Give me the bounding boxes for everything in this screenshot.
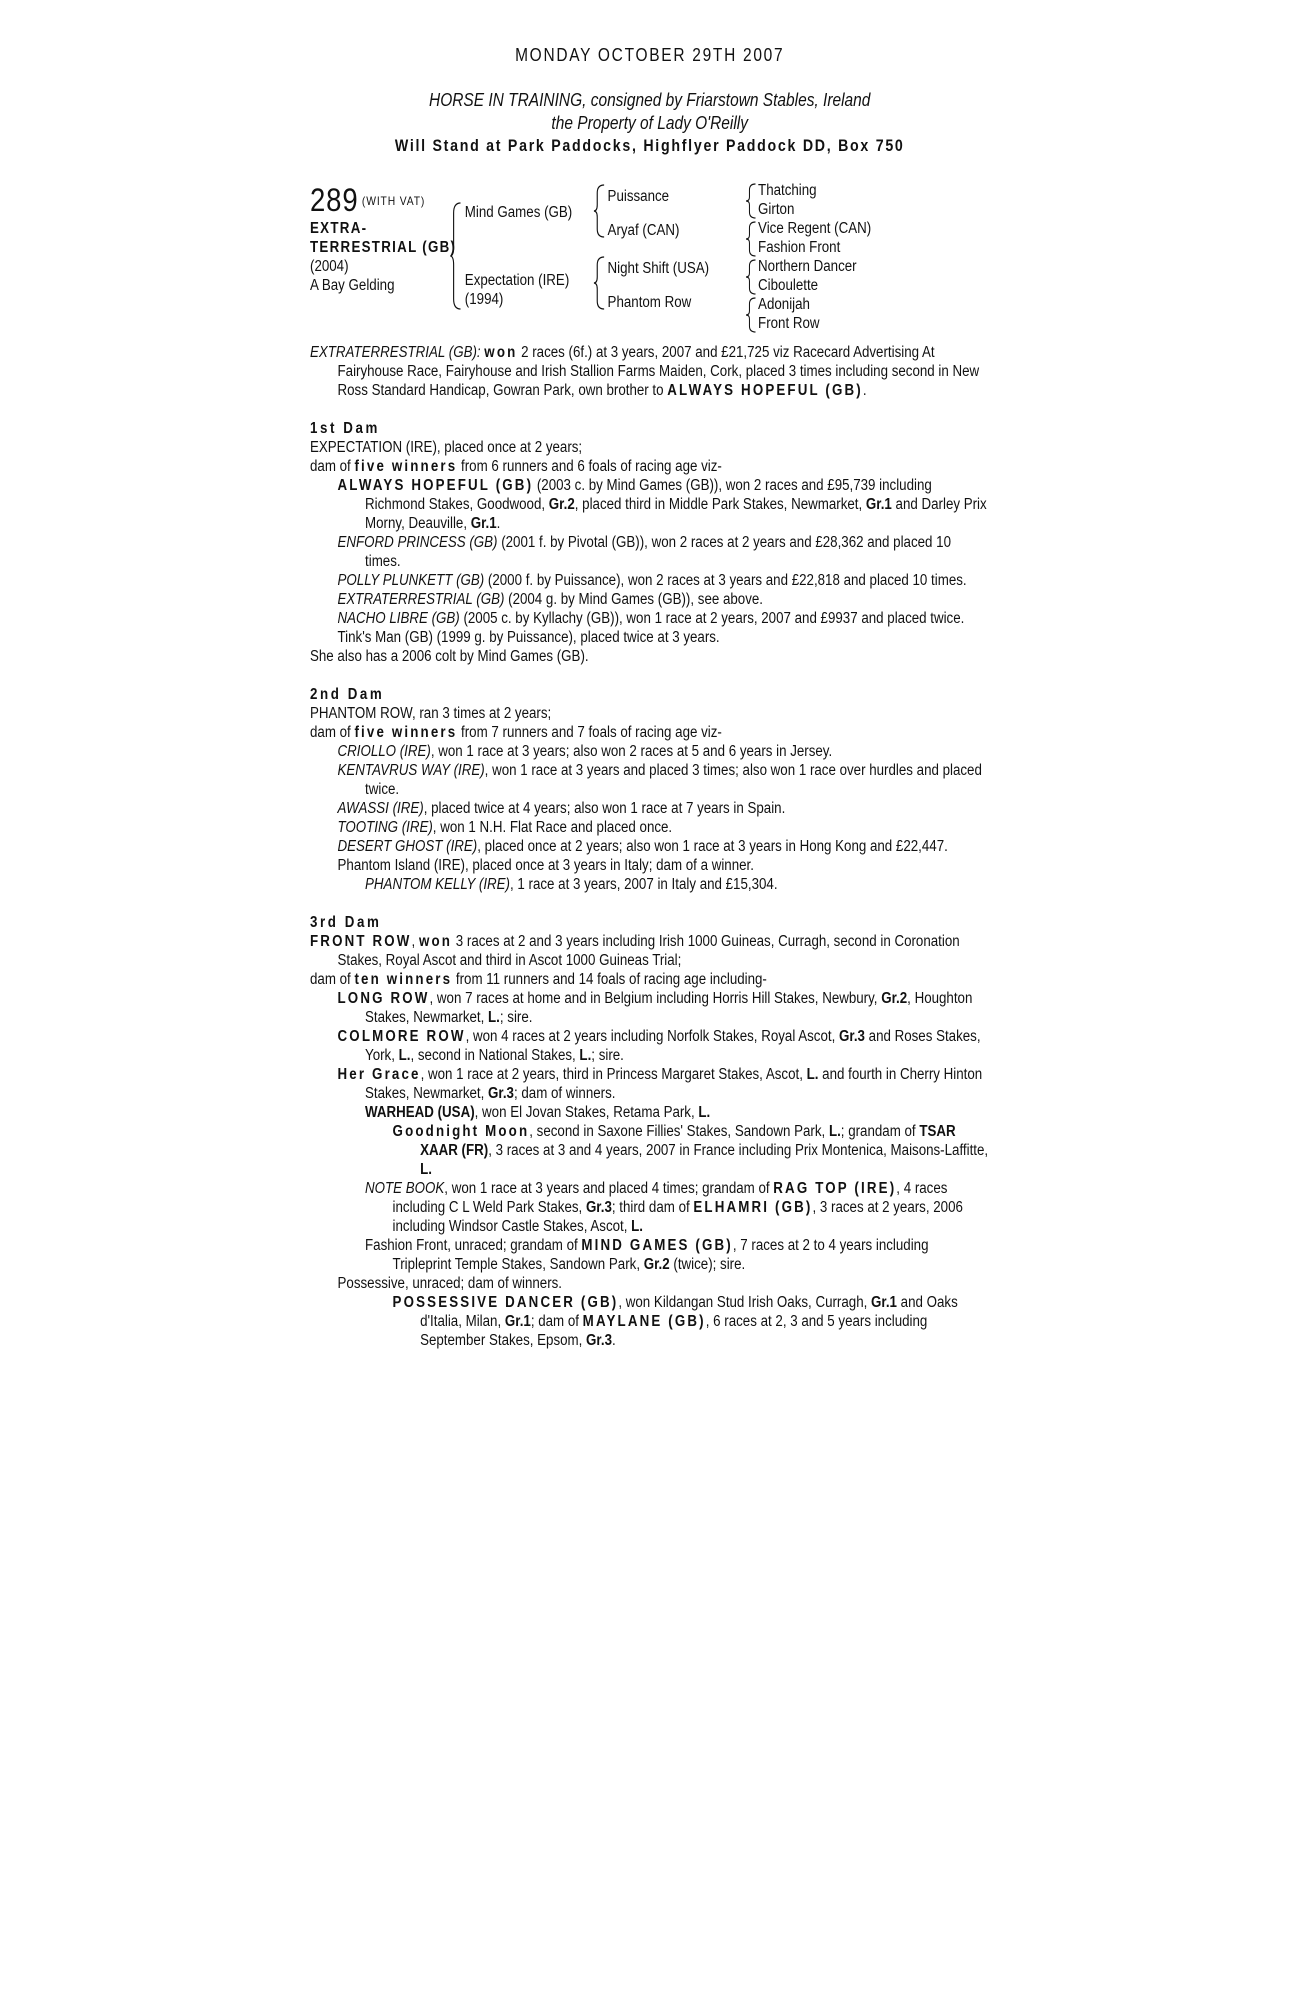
brace-sd bbox=[746, 221, 756, 257]
horse-name-2: TERRESTRIAL (GB) bbox=[310, 239, 457, 256]
ped-ddd: Front Row bbox=[758, 315, 820, 332]
first-dam-summary bbox=[310, 457, 989, 476]
d2-p2: , won 1 race at 3 years and placed 3 times; also won 1 race over hurdles and placed twice. bbox=[365, 762, 982, 798]
lot-number: 289 bbox=[310, 182, 359, 218]
dam-year: (1994) bbox=[464, 291, 504, 308]
d3-p3-l: L. bbox=[806, 1066, 819, 1083]
d3-p1-g: Gr.2 bbox=[881, 990, 908, 1007]
ped-dss: Northern Dancer bbox=[758, 258, 857, 275]
dam-sire: Night Shift (USA) bbox=[607, 260, 710, 277]
d2-p3-name: AWASSI (IRE) bbox=[337, 800, 424, 817]
sire-dam: Aryaf (CAN) bbox=[607, 222, 680, 239]
d3-p6a-a: , won Kildangan Stud Irish Oaks, Curragh, bbox=[618, 1294, 872, 1311]
d2-p4: , won 1 N.H. Flat Race and placed once. bbox=[432, 819, 673, 836]
d3-p4-a: , won 1 race at 3 years and placed 4 times; grandam of bbox=[444, 1180, 774, 1197]
second-dam-line: PHANTOM ROW, ran 3 times at 2 years; bbox=[310, 705, 552, 722]
d3-progeny-2 bbox=[310, 1027, 989, 1065]
d2-l2b: five winners bbox=[354, 724, 458, 741]
d2-p4-name: TOOTING (IRE) bbox=[337, 819, 433, 836]
d2-p1-name: CRIOLLO (IRE) bbox=[337, 743, 431, 760]
progeny-4 bbox=[310, 590, 989, 609]
d1-p1-g2: Gr.2 bbox=[548, 496, 575, 513]
progeny-3 bbox=[310, 571, 989, 590]
d3-p6a-e: . bbox=[611, 1332, 616, 1349]
horse-name-1: EXTRA- bbox=[310, 220, 368, 237]
d1-l2b: five winners bbox=[354, 458, 458, 475]
progeny-6: Tink's Man (GB) (1999 g. by Puissance), placed twice at 3 years. bbox=[337, 629, 720, 646]
d1-l2c: from 6 runners and 6 foals of racing age viz- bbox=[457, 458, 722, 475]
brace-ds bbox=[746, 259, 756, 295]
intro-brother: ALWAYS HOPEFUL (GB) bbox=[667, 382, 863, 399]
d2-p5-name: DESERT GHOST (IRE) bbox=[337, 838, 478, 855]
d2-p7: , 1 race at 3 years, 2007 in Italy and £15,304. bbox=[510, 876, 778, 893]
d3-progeny-6: Possessive, unraced; dam of winners. bbox=[337, 1275, 563, 1292]
brace-dd bbox=[746, 297, 756, 333]
pedigree-brace-1 bbox=[450, 201, 462, 311]
d2-p1: , won 1 race at 3 years; also won 2 races at 5 and 6 years in Jersey. bbox=[430, 743, 833, 760]
third-dam-summary bbox=[310, 970, 989, 989]
d2-progeny-7 bbox=[310, 875, 989, 894]
d3-p6a-d: , 6 races at 2, 3 and 5 years including September Stakes, Epsom, bbox=[420, 1313, 928, 1349]
consignor-line: HORSE IN TRAINING, consigned by Friarstown Stables, Ireland bbox=[429, 90, 871, 110]
ped-dds: Adonijah bbox=[758, 296, 810, 313]
first-dam-line: EXPECTATION (IRE), placed once at 2 years; bbox=[310, 439, 583, 456]
d2-p7-name: PHANTOM KELLY (IRE) bbox=[365, 876, 511, 893]
d3-l1-name: FRONT ROW bbox=[310, 933, 412, 950]
d3-p2-a: , won 4 races at 2 years including Norfolk Stakes, Royal Ascot, bbox=[465, 1028, 840, 1045]
d3-p6a-g3: Gr.3 bbox=[586, 1332, 612, 1349]
d3-p3b-l: L. bbox=[828, 1123, 841, 1140]
intro-paragraph bbox=[310, 343, 989, 400]
d3-p4-l: L. bbox=[631, 1218, 643, 1235]
d3-p4-name3: ELHAMRI (GB) bbox=[693, 1199, 813, 1216]
d2-progeny-4 bbox=[310, 818, 989, 837]
d3-p3a-a: , won El Jovan Stakes, Retama Park, bbox=[474, 1104, 699, 1121]
d3-p3a-name: WARHEAD (USA) bbox=[365, 1104, 475, 1121]
d3-p3b-b: ; grandam of bbox=[840, 1123, 920, 1140]
intro-won: won bbox=[484, 344, 518, 361]
d3-progeny-3b bbox=[310, 1122, 989, 1179]
d3-l2b: ten winners bbox=[354, 971, 453, 988]
d3-p4-d: , 3 races at 2 years, 2006 including Windsor Castle Stakes, Ascot, bbox=[392, 1199, 963, 1235]
d3-p4-g: Gr.3 bbox=[585, 1199, 612, 1216]
intro-horse-name: EXTRATERRESTRIAL (GB): bbox=[310, 344, 481, 361]
d2-p5: , placed once at 2 years; also won 1 race at 3 years in Hong Kong and £22,447. bbox=[477, 838, 948, 855]
d3-p4-b: , 4 races including C L Weld Park Stakes, bbox=[392, 1180, 948, 1216]
d3-p3-a: , won 1 race at 2 years, third in Princess Margaret Stakes, Ascot, bbox=[420, 1066, 807, 1083]
d3-progeny-3a bbox=[310, 1103, 989, 1122]
d2-progeny-5 bbox=[310, 837, 989, 856]
d3-p4-name2: RAG TOP (IRE) bbox=[773, 1180, 897, 1197]
d3-progeny-5 bbox=[310, 1236, 989, 1274]
ped-sss: Thatching bbox=[758, 182, 817, 199]
pedigree-table bbox=[310, 183, 989, 343]
d3-p6a-g2: Gr.1 bbox=[504, 1313, 531, 1330]
d3-p1-c: ; sire. bbox=[499, 1009, 533, 1026]
dam: Expectation (IRE) bbox=[464, 272, 570, 289]
d3-p3b-l2: L. bbox=[420, 1161, 432, 1178]
dam-dam: Phantom Row bbox=[607, 294, 692, 311]
d3-p6a-g: Gr.1 bbox=[871, 1294, 897, 1311]
d2-p3: , placed twice at 4 years; also won 1 race at 7 years in Spain. bbox=[423, 800, 786, 817]
d2-progeny-6: Phantom Island (IRE), placed once at 3 years in Italy; dam of a winner. bbox=[337, 857, 754, 874]
d1-p1-c: and Darley Prix Morny, Deauville, bbox=[365, 496, 987, 532]
progeny-note: She also has a 2006 colt by Mind Games (GB). bbox=[310, 648, 589, 665]
d3-l1-won: won bbox=[418, 933, 453, 950]
d3-progeny-6a bbox=[310, 1293, 989, 1350]
d3-p3-c: ; dam of winners. bbox=[513, 1085, 616, 1102]
d3-p3b-c: , 3 races at 3 and 4 years, 2007 in France including Prix Montenica, Maisons-Laffitte, bbox=[488, 1142, 989, 1159]
d3-p3b-name: Goodnight Moon bbox=[392, 1123, 530, 1140]
d3-p3b-name2: TSAR XAAR (FR) bbox=[420, 1123, 956, 1159]
third-dam-title: 3rd Dam bbox=[310, 914, 382, 931]
d2-p2-name: KENTAVRUS WAY (IRE) bbox=[337, 762, 485, 779]
d3-p1-name: LONG ROW bbox=[337, 990, 430, 1007]
second-dam-summary bbox=[310, 723, 989, 742]
d3-p2-l: L. bbox=[398, 1047, 411, 1064]
sire: Mind Games (GB) bbox=[464, 204, 573, 221]
d3-p4-name: NOTE BOOK bbox=[365, 1180, 445, 1197]
d2-l2c: from 7 runners and 7 foals of racing age viz- bbox=[457, 724, 722, 741]
d3-l2c: from 11 runners and 14 foals of racing age including- bbox=[452, 971, 767, 988]
d3-p5-g: Gr.2 bbox=[643, 1256, 670, 1273]
d3-p5-a: Fashion Front, unraced; grandam of bbox=[365, 1237, 582, 1254]
first-dam-title: 1st Dam bbox=[310, 420, 380, 437]
d3-p5-name: MIND GAMES (GB) bbox=[581, 1237, 733, 1254]
horse-year: (2004) bbox=[310, 258, 349, 275]
d1-p5-name: NACHO LIBRE (GB) bbox=[337, 610, 460, 627]
owner-line: the Property of Lady O'Reilly bbox=[551, 113, 748, 133]
d1-p4-name: EXTRATERRESTRIAL (GB) bbox=[337, 591, 505, 608]
d3-p3-b: and fourth in Cherry Hinton Stakes, Newmarket, bbox=[365, 1066, 983, 1102]
d3-p3b-a: , second in Saxone Fillies' Stakes, Sandown Park, bbox=[529, 1123, 829, 1140]
ped-dsd: Ciboulette bbox=[758, 277, 819, 294]
d3-p3-name: Her Grace bbox=[337, 1066, 421, 1083]
d3-p1-b: , Houghton Stakes, Newmarket, bbox=[365, 990, 973, 1026]
sale-date: MONDAY OCTOBER 29TH 2007 bbox=[515, 45, 785, 65]
d2-l2a: dam of bbox=[310, 724, 355, 741]
d3-p1-a: , won 7 races at home and in Belgium including Horris Hill Stakes, Newbury, bbox=[429, 990, 882, 1007]
ped-ssd: Girton bbox=[758, 201, 795, 218]
d1-p1-g1: Gr.1 bbox=[865, 496, 892, 513]
d1-p1-name: ALWAYS HOPEFUL (GB) bbox=[337, 477, 534, 494]
pedigree-brace-sire bbox=[594, 183, 606, 239]
d1-p2-name: ENFORD PRINCESS (GB) bbox=[337, 534, 498, 551]
pedigree-brace-dam bbox=[594, 255, 606, 311]
d3-p6a-name2: MAYLANE (GB) bbox=[582, 1313, 706, 1330]
d1-p3: (2000 f. by Puissance), won 2 races at 3 years and £22,818 and placed 10 times. bbox=[484, 572, 967, 589]
catalogue-page bbox=[310, 45, 989, 1350]
d3-p2-name: COLMORE ROW bbox=[337, 1028, 466, 1045]
d1-p5: (2005 c. by Kyllachy (GB)), won 1 race at 2 years, 2007 and £9937 and placed twice. bbox=[459, 610, 965, 627]
location-line: Will Stand at Park Paddocks, Highflyer Paddock DD, Box 750 bbox=[394, 137, 905, 155]
d1-l2a: dam of bbox=[310, 458, 355, 475]
d3-p2-l2: L. bbox=[579, 1047, 592, 1064]
progeny-1 bbox=[310, 476, 989, 533]
d3-p2-d: ; sire. bbox=[591, 1047, 624, 1064]
sire-sire: Puissance bbox=[607, 188, 670, 205]
d3-p6a-c: ; dam of bbox=[530, 1313, 583, 1330]
d3-l1: 3 races at 2 and 3 years including Irish 1000 Guineas, Curragh, second in Coronation Stakes, Royal Ascot and third in Ascot 1000 Guineas Trial; bbox=[337, 933, 960, 969]
d3-p4-c: ; third dam of bbox=[611, 1199, 694, 1216]
lot-number-block bbox=[310, 183, 425, 218]
d1-p2: (2001 f. by Pivotal (GB)), won 2 races at 2 years and £28,362 and placed 10 times. bbox=[365, 534, 951, 570]
ped-sdd: Fashion Front bbox=[758, 239, 841, 256]
d3-p1-l: L. bbox=[488, 1009, 500, 1026]
progeny-2 bbox=[310, 533, 989, 571]
d3-p6a-name: POSSESSIVE DANCER (GB) bbox=[392, 1294, 619, 1311]
third-dam-line: FRONT ROW, won 3 races at 2 and 3 years including Irish 1000 Guineas, Curragh, second in Coronation Stakes, Royal Ascot and third in Ascot 1000 Guineas Trial; bbox=[310, 933, 960, 969]
d3-p2-b: and Roses Stakes, York, bbox=[365, 1028, 981, 1064]
d3-p6a-b: and Oaks d'Italia, Milan, bbox=[420, 1294, 958, 1330]
horse-description: A Bay Gelding bbox=[310, 277, 395, 294]
intro-end: . bbox=[862, 382, 867, 399]
brace-ss bbox=[746, 183, 756, 219]
d3-p2-c: , second in National Stakes, bbox=[410, 1047, 580, 1064]
d3-p5-b: , 7 races at 2 to 4 years including Tripleprint Temple Stakes, Sandown Park, bbox=[392, 1237, 929, 1273]
lot-header bbox=[310, 89, 989, 157]
d2-progeny-1 bbox=[310, 742, 989, 761]
d1-p1-d: . bbox=[496, 515, 501, 532]
d3-progeny-3 bbox=[310, 1065, 989, 1103]
d1-p1-g1b: Gr.1 bbox=[470, 515, 497, 532]
d3-progeny-1 bbox=[310, 989, 989, 1027]
d3-l2a: dam of bbox=[310, 971, 355, 988]
d3-progeny-4 bbox=[310, 1179, 989, 1236]
d3-p5-c: (twice); sire. bbox=[669, 1256, 746, 1273]
d1-p1-a: (2003 c. by Mind Games (GB)), won 2 races and £95,739 including Richmond Stakes, Goodwood, bbox=[365, 477, 932, 513]
d1-p1-b: , placed third in Middle Park Stakes, Newmarket, bbox=[574, 496, 866, 513]
d3-p3-g: Gr.3 bbox=[488, 1085, 514, 1102]
progeny-5 bbox=[310, 609, 989, 628]
d1-p3-name: POLLY PLUNKETT (GB) bbox=[337, 572, 485, 589]
second-dam-title: 2nd Dam bbox=[310, 686, 385, 703]
d2-progeny-3 bbox=[310, 799, 989, 818]
d2-progeny-2 bbox=[310, 761, 989, 799]
d1-p4: (2004 g. by Mind Games (GB)), see above. bbox=[504, 591, 764, 608]
ped-sds: Vice Regent (CAN) bbox=[758, 220, 872, 237]
d3-p2-g: Gr.3 bbox=[839, 1028, 865, 1045]
intro-text: 2 races (6f.) at 3 years, 2007 and £21,725 viz Racecard Advertising At Fairyhouse Race, Fairyhouse and Irish Stallion Farms Maiden, Cork, placed 3 times including second in New Ross Standard Handicap, Gowran Park, own brother to bbox=[337, 344, 980, 399]
d3-p3a-l: L. bbox=[698, 1104, 711, 1121]
race-record bbox=[310, 343, 989, 1350]
vat-note: (WITH VAT) bbox=[361, 194, 426, 208]
